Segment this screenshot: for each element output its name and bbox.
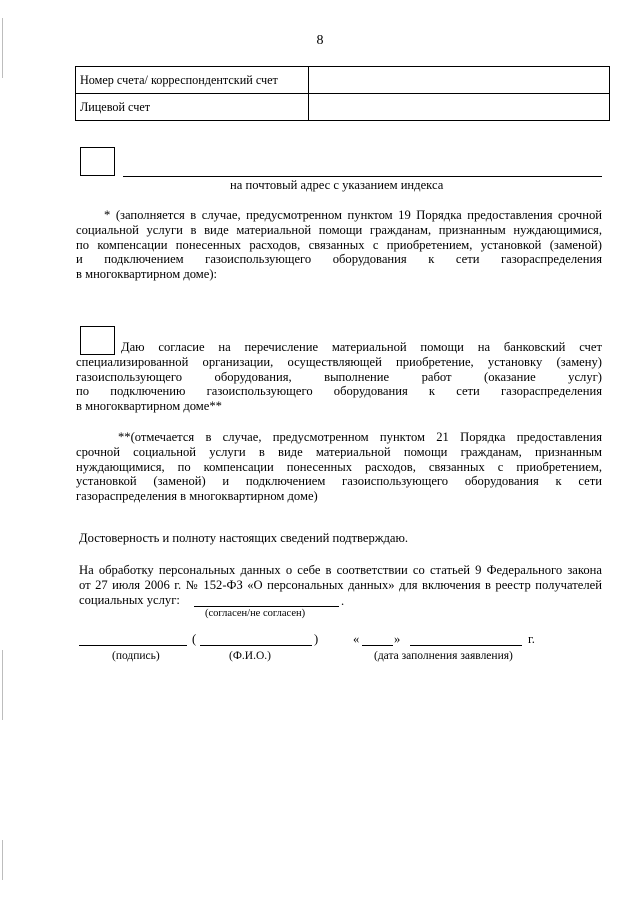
name-close-paren: ) [314,632,319,646]
consent-line: по подключению газоиспользующего оборудования к сети газораспределения [76,384,602,399]
signature-caption: (подпись) [112,650,160,662]
page-number: 8 [316,33,324,48]
date-caption: (дата заполнения заявления) [374,650,513,662]
note-1-line: * (заполняется в случае, предусмотренном пунктом 19 Порядка предоставления срочной [104,208,602,222]
name-caption: (Ф.И.О.) [229,650,271,662]
consent-answer-line[interactable] [194,606,339,607]
note-2-line: установкой (заменой) и подключением газоиспользующего оборудования к сети [76,474,602,489]
note-2-line: срочной социальной услуги в виде материальной помощи гражданам, признанным [76,444,602,459]
note-1-line: социальной услуги в виде материальной помощи гражданам, признанным нуждающимися, [76,222,602,237]
note-1-line: и подключением газоиспользующего оборудования к сети газораспределения [76,252,602,267]
account-number-label: Номер счета/ корреспондентский счет [76,67,309,94]
consent-line: Даю согласие на перечисление материальной помощи на банковский счет [121,340,602,354]
postal-address-line[interactable] [123,176,602,177]
signature-line[interactable] [79,645,187,646]
note-2-line: газораспределения в многоквартирном доме) [76,489,318,504]
personal-account-field[interactable] [309,94,610,121]
date-quote-open: « [353,632,360,646]
scan-edge-mark [2,650,3,720]
scan-edge-mark [2,840,3,880]
year-suffix: г. [528,632,535,646]
date-month-line[interactable] [410,645,522,646]
note-2-line: **(отмечается в случае, предусмотренном пунктом 21 Порядка предоставления [118,430,602,444]
postal-checkbox[interactable] [80,147,115,176]
personal-data-line: социальных услуг: [79,592,180,607]
consent-paragraph [76,340,602,414]
personal-data-line: от 27 июля 2006 г. № 152-ФЗ «О персональных данных» для включения в реестр получателей [79,577,602,592]
note-1-line: в многоквартирном доме): [76,267,218,282]
consent-line: специализированной организации, осуществляющей приобретение, установку (замену) [76,354,602,369]
consent-caption: (согласен/не согласен) [205,608,306,619]
personal-account-label: Лицевой счет [76,94,309,121]
date-quote-close: » [394,632,401,646]
table-row [76,67,610,94]
note-2 [76,430,602,504]
table-row [76,94,610,121]
note-2-line: нуждающимися, по компенсации понесенных расходов, связанных с приобретением, [76,459,602,474]
consent-line: газоиспользующего оборудования, выполнение работ (оказание услуг) [76,369,602,384]
confirmation-text: Достоверность и полноту настоящих сведений подтверждаю. [79,531,409,545]
personal-data-line: На обработку персональных данных о себе в соответствии со статьей 9 Федерального закона [79,563,602,577]
account-number-field[interactable] [309,67,610,94]
scan-edge-mark [2,18,3,78]
name-open-paren: ( [192,632,197,646]
account-table [75,66,610,121]
name-line[interactable] [200,645,312,646]
note-1-line: по компенсации понесенных расходов, связанных с приобретением, установкой (заменой) [76,237,602,252]
date-day-line[interactable] [362,645,393,646]
consent-line: в многоквартирном доме** [76,399,222,414]
postal-caption: на почтовый адрес с указанием индекса [230,178,444,192]
note-1 [76,208,602,282]
